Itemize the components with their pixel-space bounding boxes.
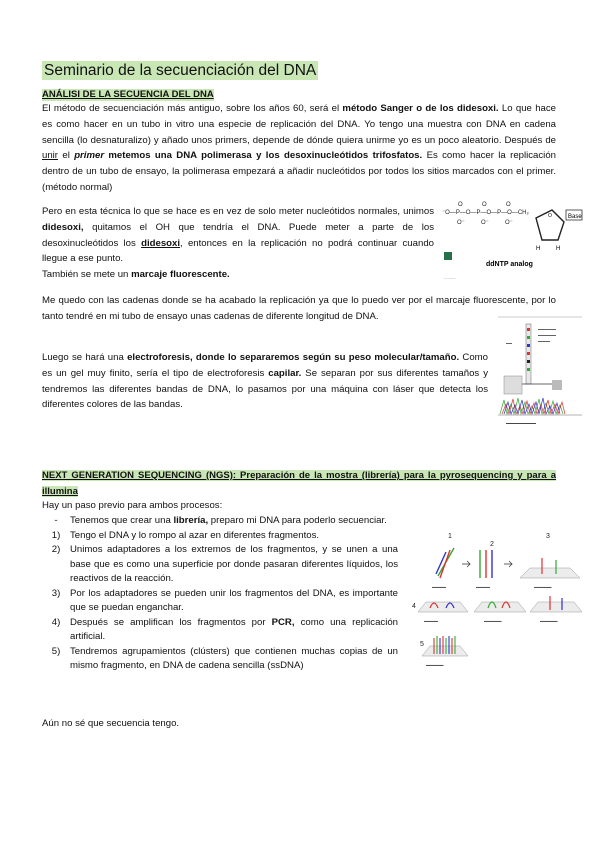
paragraph-didesoxi: Pero en esta técnica lo que se hace es en vez de solo meter nucleótidos normales, unimos didesoxi, quitamos el OH que tendría el DNA. Puede meter a parte de los desoxinucleótidos los didesoxi, entonces en la replicación no podrá continuar cuando llegue a ese punto. bbox=[42, 206, 434, 265]
list-item: - Tenemos que crear una librería, preparo mi DNA para poderlo secuenciar. bbox=[54, 515, 387, 526]
svg-text:▬▬▬▬: ▬▬▬▬ bbox=[424, 619, 438, 623]
section-heading-sanger: ANÁLISI DE LA SECUENCIA DEL DNA bbox=[42, 89, 214, 100]
svg-text:H: H bbox=[556, 246, 561, 252]
base-label: Base bbox=[568, 214, 582, 220]
ddntp-analog-figure bbox=[440, 200, 584, 288]
svg-text:H: H bbox=[536, 246, 541, 252]
section-heading-ngs: NEXT GENERATION SEQUENCING (NGS): Preparación de la mostra (librería) para la pyrosequencing y para a illumina bbox=[42, 470, 556, 497]
svg-text:O: O bbox=[482, 202, 487, 208]
svg-text:⁻O—P—O—P—O—P—O—CH₂: ⁻O—P—O—P—O—P—O—CH₂ bbox=[442, 210, 529, 216]
list-item: 5) Tendremos agrupamientos (clústers) que contienen muchas copias de un mismo fragmento, en DNA de cadena sencilla (ssDNA) bbox=[51, 645, 398, 671]
step-label-2: 2 bbox=[490, 541, 494, 548]
svg-text:▬▬▬▬▬▬: ▬▬▬▬▬▬ bbox=[538, 333, 556, 337]
svg-text:O⁻: O⁻ bbox=[457, 220, 465, 226]
svg-text:▬▬▬▬: ▬▬▬▬ bbox=[476, 585, 490, 589]
svg-text:▬▬▬▬▬: ▬▬▬▬▬ bbox=[540, 619, 558, 623]
paragraph-electrophoresis: Luego se hará una electroforesis, donde lo separaremos según su peso molecular/tamaño. Como es un gel muy finito, sería el tipo de electroforesis capilar. Se separan por sus diferentes tamaños y tendremos las diferentes bandas de DNA, lo pasamos por una máquina con láser que detecta los diferentes colores de las bandas. bbox=[42, 352, 488, 411]
svg-text:▬▬▬▬▬: ▬▬▬▬▬ bbox=[484, 619, 502, 623]
closing-text: Aún no sé que secuencia tengo. bbox=[42, 718, 180, 729]
svg-text:▬▬: ▬▬ bbox=[506, 341, 512, 345]
svg-text:▬▬▬▬: ▬▬▬▬ bbox=[432, 585, 446, 589]
ngs-steps-list bbox=[42, 514, 398, 674]
svg-text:▬▬▬▬▬: ▬▬▬▬▬ bbox=[426, 663, 444, 667]
svg-text:▬▬▬▬▬▬▬▬▬▬: ▬▬▬▬▬▬▬▬▬▬ bbox=[506, 421, 536, 425]
svg-text:O: O bbox=[458, 202, 463, 208]
svg-text:O: O bbox=[548, 213, 552, 219]
step-label-1: 1 bbox=[448, 533, 452, 540]
svg-text:▬▬▬▬: ▬▬▬▬ bbox=[538, 339, 550, 343]
paragraph-chains: Me quedo con las cadenas donde se ha acabado la replicación ya que lo puedo ver por el marcaje fluorescente, por lo tanto tendré en mi tubo de ensayo unas cadenas de diferente longitud de DNA. bbox=[42, 295, 556, 322]
svg-text:▬▬▬▬▬: ▬▬▬▬▬ bbox=[534, 585, 552, 589]
svg-text:▬▬▬▬▬▬: ▬▬▬▬▬▬ bbox=[538, 327, 556, 331]
paragraph-fluorescent: También se mete un marcaje fluorescente. bbox=[42, 269, 230, 280]
capillary-electrophoresis-figure bbox=[494, 314, 586, 444]
list-item: 1) Tengo el DNA y lo rompo al azar en diferentes fragmentos. bbox=[51, 529, 320, 541]
svg-text:··········: ·········· bbox=[444, 277, 456, 281]
page-title: Seminario de la secuenciación del DNA bbox=[44, 62, 317, 79]
step-label-5: 5 bbox=[420, 641, 424, 648]
step-label-3: 3 bbox=[546, 533, 550, 540]
ddntp-label: ddNTP analog bbox=[486, 261, 533, 268]
paragraph-sanger-intro: El método de secuenciación más antiguo, sobre los años 60, será el método Sanger o de los didesoxi. Lo que hace es como hacer en un tubo in vitro una especie de replicación del DNA. Yo tengo una muestra con DNA en cadena sencilla (lo desnaturalizo) y añado unos primers, depende de dónde quiera unirme yo es un poco aleatorio. Después de unir el primer metemos una DNA polimerasa y los desoxinucleótidos trifosfatos. Es como hacer la replicación dentro de un tubo de ensayo, la polimerasa empezará a añadir nucleótidos por todos los sitios marcados con el primer. (método normal) bbox=[42, 103, 556, 193]
ngs-intro: Hay un paso previo para ambos procesos: bbox=[42, 500, 223, 511]
list-item: 2) Unimos adaptadores a los extremos de los fragmentos, y se unen a una base que es como una superficie por donde pasaran diferentes líquidos, los reactivos de la reacción. bbox=[51, 544, 398, 584]
svg-text:O⁻: O⁻ bbox=[505, 220, 513, 226]
step-label-4: 4 bbox=[412, 603, 416, 610]
svg-text:O: O bbox=[506, 202, 511, 208]
svg-text:O⁻: O⁻ bbox=[481, 220, 489, 226]
list-item: 4) Después se amplifican los fragmentos por PCR, como una replicación artificial. bbox=[51, 616, 399, 642]
ngs-library-figure bbox=[410, 528, 586, 678]
list-item: 3) Por los adaptadores se pueden unir los fragmentos del DNA, es importante que se puedan enganchar. bbox=[51, 587, 398, 613]
